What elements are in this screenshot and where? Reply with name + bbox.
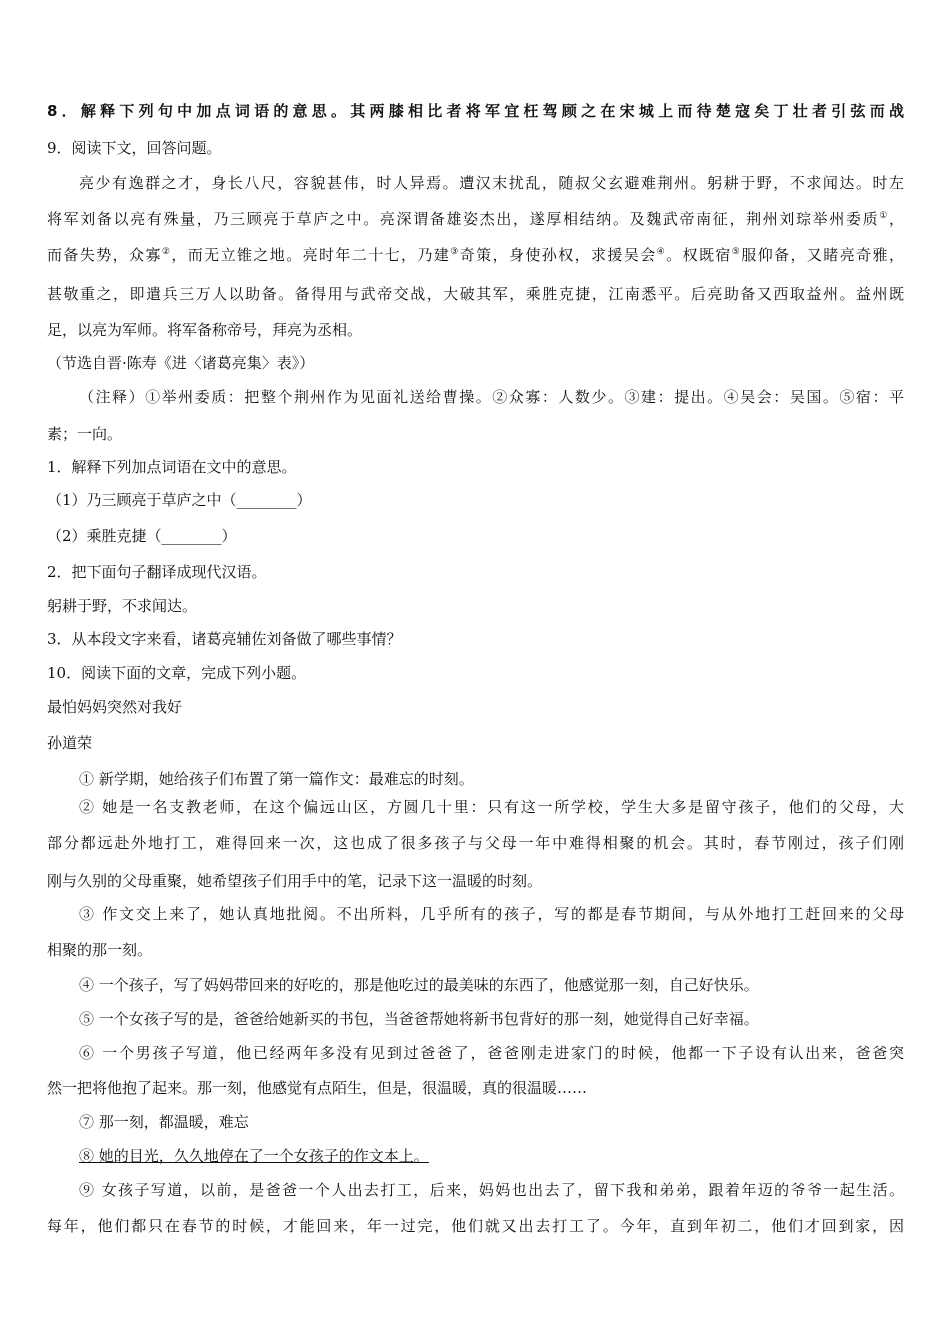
- passage-line: 将军刘备以亮有殊量，乃三顾亮于草庐之中。亮深谓备雄姿杰出，遂厚相结纳。及魏武帝南征，荆州刘琮举州委质①，: [47, 210, 904, 228]
- question-8: 8．解释下列句中加点词语的意思。其两膝相比者将军宜枉驾顾之在宋城上而待楚寇矣丁壮者引弦而战: [47, 102, 904, 120]
- sub-question-1: 1．解释下列加点词语在文中的意思。: [47, 458, 297, 476]
- notes-line: 素；一向。: [47, 425, 123, 443]
- paragraph-2: 刚与久别的父母重聚，她希望孩子们用手中的笔，记录下这一温暖的时刻。: [47, 872, 543, 890]
- question-9-header: 9．阅读下文，回答问题。: [47, 139, 222, 157]
- paragraph-2: ② 她是一名支教老师，在这个偏远山区，方圆几十里：只有这一所学校，学生大多是留守孩子，他们的父母，大: [79, 798, 904, 816]
- passage-line: 足，以亮为军师。将军备称帝号，拜亮为丞相。: [47, 321, 363, 339]
- paragraph-9: ⑨ 女孩子写道，以前，是爸爸一个人出去打工，后来，妈妈也出去了，留下我和弟弟，跟着年迈的爷爷一起生活。: [79, 1181, 904, 1199]
- article-title: 最怕妈妈突然对我好: [47, 698, 183, 716]
- paragraph-8: ⑧ 她的目光，久久地停在了一个女孩子的作文本上。: [79, 1147, 429, 1165]
- sub-question-3: 3．从本段文字来看，诸葛亮辅佐刘备做了哪些事情？: [47, 630, 402, 648]
- paragraph-5: ⑤ 一个女孩子写的是，爸爸给她新买的书包，当爸爸帮她将新书包背好的那一刻，她觉得自己好幸福。: [79, 1010, 759, 1028]
- paragraph-4: ④ 一个孩子，写了妈妈带回来的好吃的，那是他吃过的最美味的东西了，他感觉那一刻，自己好快乐。: [79, 976, 759, 994]
- paragraph-6: 然一把将他抱了起来。那一刻，他感觉有点陌生，但是，很温暖，真的很温暖……: [47, 1079, 588, 1097]
- paragraph-3: ③ 作文交上来了，她认真地批阅。不出所料，几乎所有的孩子，写的都是春节期间，与从外地打工赶回来的父母: [79, 905, 904, 923]
- passage-line: 甚敬重之，即遣兵三万人以助备。备得用与武帝交战，大破其军，乘胜克捷，江南悉平。后亮助备又西取益州。益州既: [47, 285, 904, 303]
- passage-line: 而备失势，众寡②，而无立锥之地。亮时年二十七，乃建③奇策，身使孙权，求援吴会④。权既宿⑤服仰备，又睹亮奇雅，: [47, 246, 904, 264]
- notes-line: （注释）①举州委质：把整个荆州作为见面礼送给曹操。②众寡：人数少。③建：提出。④吴会：吴国。⑤宿：平: [79, 388, 904, 406]
- sub-question-2-text: 躬耕于野，不求闻达。: [47, 597, 198, 615]
- passage-line: 亮少有逸群之才，身长八尺，容貌甚伟，时人异焉。遭汉末扰乱，随叔父玄避难荆州。躬耕于野，不求闻达。时左: [79, 174, 904, 192]
- footnote-marker: ②: [161, 247, 172, 257]
- question-10-header: 10．阅读下面的文章，完成下列小题。: [47, 664, 307, 682]
- passage-source: （节选自晋·陈寿《进〈诸葛亮集〉表》）: [47, 354, 315, 372]
- footnote-marker: ④: [656, 247, 667, 257]
- sub-question-2: 2．把下面句子翻译成现代汉语。: [47, 563, 267, 581]
- paragraph-7: ⑦ 那一刻，都温暖，难忘: [79, 1113, 249, 1131]
- footnote-marker: ⑤: [731, 247, 742, 257]
- paragraph-6: ⑥ 一个男孩子写道，他已经两年多没有见到过爸爸了，爸爸刚走进家门的时候，他都一下子设有认出来，爸爸突: [79, 1044, 904, 1062]
- paragraph-3: 相聚的那一刻。: [47, 941, 153, 959]
- paragraph-9: 每年，他们都只在春节的时候，才能回来，年一过完，他们就又出去打工了。今年，直到年初二，他们才回到家，因: [47, 1217, 904, 1235]
- sub-question-1-1: （1）乃三顾亮于草庐之中（________）: [47, 491, 312, 509]
- footnote-marker: ③: [450, 247, 460, 257]
- article-author: 孙道荣: [47, 734, 93, 752]
- sub-question-1-2: （2）乘胜克捷（________）: [47, 527, 237, 545]
- paragraph-1: ① 新学期，她给孩子们布置了第一篇作文：最难忘的时刻。: [79, 770, 474, 788]
- paragraph-2: 部分都远赴外地打工，难得回来一次，这也成了很多孩子与父母一年中难得相聚的机会。其时，春节刚过，孩子们刚: [47, 834, 904, 852]
- footnote-marker: ①: [879, 211, 889, 221]
